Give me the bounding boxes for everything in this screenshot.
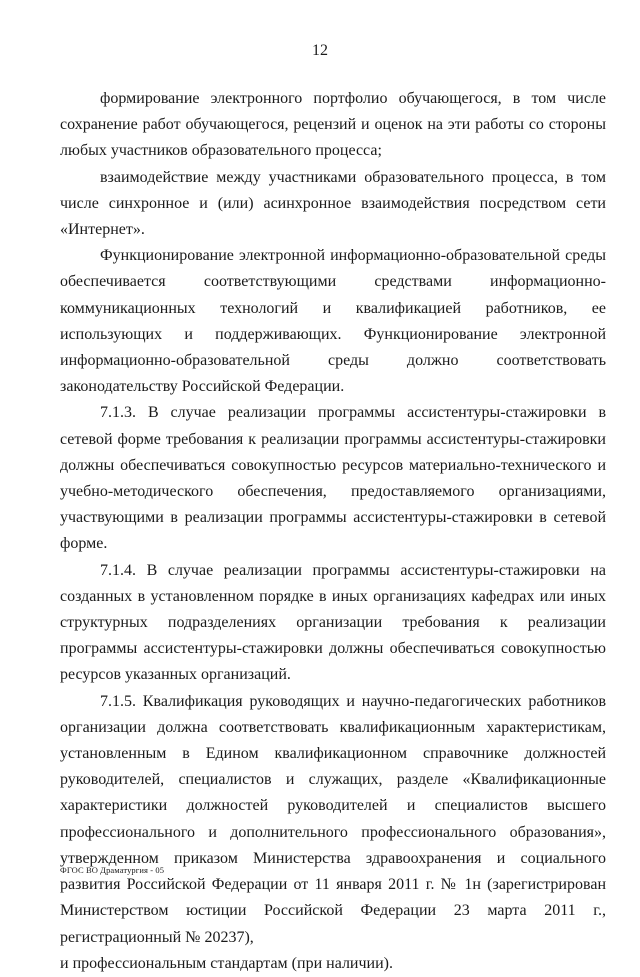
paragraph-7-1-4: 7.1.4. В случае реализации программы ассистентуры-стажировки на созданных в установленном порядке в иных организациях кафедрах или иных структурных подразделениях организации требования к реализации программы ассистентуры-стажировки должны обеспечиваться совокупностью ресурсов указанных организаций.	[60, 561, 606, 684]
paragraph-7-1-5: 7.1.5. Квалификация руководящих и научно-педагогических работников организации должна соответствовать квалификационным характеристикам, установленным в Едином квалификационном справочнике должностей руководителей, специалистов и служащих, разделе «Квалификационные характеристики должностей руководителей и специалистов высшего профессионального и дополнительного профессионального образования», утвержденном приказом Министерства здравоохранения и социального развития Российской Федерации от 11 января 2011 г. № 1н (зарегистрирован Министерством юстиции Российской Федерации 23 марта 2011 г., регистрационный № 20237),	[60, 692, 606, 946]
document-body	[60, 86, 606, 977]
paragraph-interaction: взаимодействие между участниками образовательного процесса, в том числе синхронное и (или) асинхронное взаимодействия посредством сети «Интернет».	[60, 168, 606, 239]
paragraph-functioning: Функционирование электронной информационно-образовательной среды обеспечивается соответствующими средствами информационно-коммуникационных технологий и квалификацией работников, ее использующих и поддерживающих. Функционирование электронной информационно-образовательной среды должно соответствовать законодательству Российской Федерации.	[60, 247, 606, 396]
paragraph-professional-standards: и профессиональным стандартам (при наличии).	[60, 954, 393, 972]
page-number: 12	[312, 42, 328, 59]
paragraph-portfolio: формирование электронного портфолио обучающегося, в том числе сохранение работ обучающегося, рецензий и оценок на эти работы со стороны любых участников образовательного процесса;	[60, 90, 606, 160]
footer-document-code: ФГОС ВО Драматургия - 05	[60, 865, 165, 875]
paragraph-7-1-3: 7.1.3. В случае реализации программы ассистентуры-стажировки в сетевой форме требования к реализации программы ассистентуры-стажировки должны обеспечиваться совокупностью ресурсов материально-технического и учебно-методического обеспечения, предоставляемого организациями, участвующими в реализации программы ассистентуры-стажировки в сетевой форме.	[60, 404, 606, 553]
